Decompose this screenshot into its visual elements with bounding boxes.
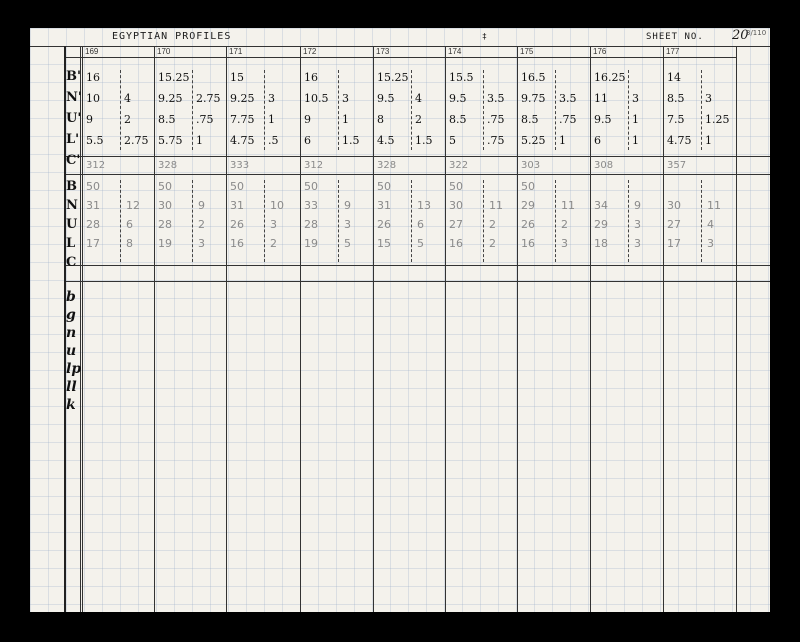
row-label-lower: k xyxy=(66,397,76,413)
subcolumn-divider xyxy=(120,70,121,150)
column-number: 170 xyxy=(157,47,171,56)
column-rule xyxy=(300,46,301,612)
cell-value: 14 xyxy=(667,71,681,84)
cell-remainder: 2.75 xyxy=(124,134,149,147)
cell-value: 16 xyxy=(86,71,100,84)
cell-remainder: 3 xyxy=(634,237,641,250)
cell-value: 8.5 xyxy=(449,113,467,126)
cell-value: 16 xyxy=(449,237,463,250)
row-label-lower: u xyxy=(66,343,77,359)
cell-value: 30 xyxy=(667,199,681,212)
column-number: 175 xyxy=(520,47,534,56)
subcolumn-divider xyxy=(483,180,484,262)
subcolumn-divider xyxy=(411,180,412,262)
cell-remainder: 4 xyxy=(415,92,422,105)
subcolumn-divider xyxy=(338,180,339,262)
cell-value: 50 xyxy=(158,180,172,193)
cell-remainder: 11 xyxy=(707,199,721,212)
column-number: 177 xyxy=(666,47,680,56)
column-rule xyxy=(590,46,591,612)
row-label-pencil: U xyxy=(66,217,78,232)
cell-value: 9 xyxy=(86,113,93,126)
cell-value: 18 xyxy=(594,237,608,250)
cell-remainder: 1 xyxy=(268,113,275,126)
row-label-ink: U' xyxy=(66,111,82,126)
cell-value: 9.5 xyxy=(594,113,612,126)
column-rule xyxy=(517,46,518,612)
total-value: 328 xyxy=(158,160,178,171)
cell-value: 27 xyxy=(449,218,463,231)
cell-value: 5 xyxy=(449,134,456,147)
cell-value: 26 xyxy=(521,218,535,231)
cell-value: 17 xyxy=(86,237,100,250)
cell-value: 9.25 xyxy=(158,92,183,105)
subcolumn-divider xyxy=(628,70,629,150)
cell-remainder: .75 xyxy=(487,113,505,126)
column-number: 173 xyxy=(376,47,390,56)
row-label-pencil: C xyxy=(66,255,77,270)
cell-remainder: 2.75 xyxy=(196,92,221,105)
cell-remainder: 1 xyxy=(559,134,566,147)
cell-remainder: 5 xyxy=(344,237,351,250)
cell-remainder: 9 xyxy=(344,199,351,212)
cell-remainder: 12 xyxy=(126,199,140,212)
rule-label-col-inner xyxy=(80,46,81,612)
cell-remainder: 4 xyxy=(707,218,714,231)
cell-remainder: .75 xyxy=(559,113,577,126)
cell-value: 29 xyxy=(594,218,608,231)
row-label-lower: g xyxy=(66,307,76,323)
column-number: 174 xyxy=(448,47,462,56)
total-value: 312 xyxy=(86,160,106,171)
cell-remainder: 2 xyxy=(124,113,131,126)
subcolumn-divider xyxy=(555,180,556,262)
cell-value: 28 xyxy=(86,218,100,231)
row-label-ink: C' xyxy=(66,153,81,168)
cell-value: 10.5 xyxy=(304,92,329,105)
column-rule xyxy=(226,46,227,612)
cell-remainder: 1.5 xyxy=(415,134,433,147)
total-value: 322 xyxy=(449,160,469,171)
cell-value: 50 xyxy=(230,180,244,193)
rule-section-4 xyxy=(64,281,770,282)
cell-value: 31 xyxy=(377,199,391,212)
sheet-number: 20 xyxy=(732,28,749,43)
subcolumn-divider xyxy=(411,70,412,150)
cell-remainder: 3 xyxy=(344,218,351,231)
sheet-title: EGYPTIAN PROFILES xyxy=(112,31,232,42)
rule-section-3 xyxy=(64,265,770,266)
subcolumn-divider xyxy=(338,70,339,150)
cell-remainder: 3 xyxy=(342,92,349,105)
cell-remainder: 2 xyxy=(198,218,205,231)
column-rule xyxy=(736,46,737,612)
subcolumn-divider xyxy=(192,70,193,150)
cell-remainder: 9 xyxy=(634,199,641,212)
cell-value: 9 xyxy=(304,113,311,126)
cell-value: 16.5 xyxy=(521,71,546,84)
total-value: 308 xyxy=(594,160,614,171)
cell-value: 10 xyxy=(86,92,100,105)
cell-value: 5.75 xyxy=(158,134,183,147)
cell-remainder: 2 xyxy=(561,218,568,231)
rule-section-1 xyxy=(64,156,770,157)
cell-remainder: 1 xyxy=(632,113,639,126)
cell-value: 50 xyxy=(377,180,391,193)
column-number: 169 xyxy=(85,47,99,56)
cell-value: 15.25 xyxy=(377,71,409,84)
total-value: 303 xyxy=(521,160,541,171)
row-label-lower: lp xyxy=(66,361,82,377)
cell-value: 16.25 xyxy=(594,71,626,84)
row-label-pencil: B xyxy=(66,179,77,194)
row-label-ink: L' xyxy=(66,132,80,147)
sheet-number-note: 3/110 xyxy=(746,29,767,37)
cell-value: 31 xyxy=(230,199,244,212)
subcolumn-divider xyxy=(701,180,702,262)
cell-remainder: 2 xyxy=(270,237,277,250)
cell-value: 16 xyxy=(304,71,318,84)
cell-remainder: 1 xyxy=(632,134,639,147)
column-number: 172 xyxy=(303,47,317,56)
row-label-ink: B' xyxy=(66,69,81,84)
cell-value: 15 xyxy=(230,71,244,84)
cell-value: 30 xyxy=(158,199,172,212)
cell-value: 8.5 xyxy=(158,113,176,126)
cell-remainder: 5 xyxy=(417,237,424,250)
column-rule xyxy=(663,46,664,612)
cell-remainder: 10 xyxy=(270,199,284,212)
cell-remainder: 6 xyxy=(417,218,424,231)
cell-remainder: 3 xyxy=(707,237,714,250)
cell-remainder: 1.25 xyxy=(705,113,730,126)
cell-remainder: 4 xyxy=(124,92,131,105)
subcolumn-divider xyxy=(628,180,629,262)
subcolumn-divider xyxy=(264,70,265,150)
cell-remainder: 2 xyxy=(489,237,496,250)
cell-remainder: 1 xyxy=(342,113,349,126)
cell-remainder: 6 xyxy=(126,218,133,231)
cell-remainder: 9 xyxy=(198,199,205,212)
cell-value: 50 xyxy=(304,180,318,193)
total-value: 333 xyxy=(230,160,250,171)
cell-remainder: 1 xyxy=(196,134,203,147)
cell-value: 19 xyxy=(304,237,318,250)
subcolumn-divider xyxy=(555,70,556,150)
subcolumn-divider xyxy=(120,180,121,262)
column-rule xyxy=(373,46,374,612)
row-label-lower: ll xyxy=(66,379,77,395)
cell-value: 31 xyxy=(86,199,100,212)
cell-value: 6 xyxy=(594,134,601,147)
cell-value: 9.5 xyxy=(377,92,395,105)
row-label-lower: b xyxy=(66,289,76,305)
cell-value: 15.25 xyxy=(158,71,190,84)
cell-value: 16 xyxy=(521,237,535,250)
cell-remainder: 11 xyxy=(489,199,503,212)
cell-value: 6 xyxy=(304,134,311,147)
cell-remainder: 13 xyxy=(417,199,431,212)
column-number: 171 xyxy=(229,47,243,56)
cell-value: 34 xyxy=(594,199,608,212)
cell-value: 33 xyxy=(304,199,318,212)
cell-value: 9.25 xyxy=(230,92,255,105)
cell-remainder: 3.5 xyxy=(487,92,505,105)
subcolumn-divider xyxy=(483,70,484,150)
cell-value: 4.75 xyxy=(667,134,692,147)
cell-value: 17 xyxy=(667,237,681,250)
cell-value: 7.5 xyxy=(667,113,685,126)
row-label-pencil: N xyxy=(66,198,78,213)
cell-value: 19 xyxy=(158,237,172,250)
cell-value: 15 xyxy=(377,237,391,250)
cell-value: 50 xyxy=(86,180,100,193)
cell-value: 4.75 xyxy=(230,134,255,147)
total-value: 328 xyxy=(377,160,397,171)
total-value: 357 xyxy=(667,160,687,171)
subcolumn-divider xyxy=(192,180,193,262)
cell-remainder: 3 xyxy=(705,92,712,105)
cell-remainder: .5 xyxy=(268,134,279,147)
cell-value: 28 xyxy=(158,218,172,231)
cell-value: 50 xyxy=(521,180,535,193)
column-number: 176 xyxy=(593,47,607,56)
subcolumn-divider xyxy=(264,180,265,262)
cell-value: 5.25 xyxy=(521,134,546,147)
row-label-ink: N' xyxy=(66,90,82,105)
cell-value: 27 xyxy=(667,218,681,231)
cell-value: 26 xyxy=(377,218,391,231)
profile-sheet xyxy=(30,28,770,612)
cell-value: 8.5 xyxy=(667,92,685,105)
cell-value: 29 xyxy=(521,199,535,212)
cell-remainder: 2 xyxy=(489,218,496,231)
rule-top xyxy=(30,46,770,47)
cell-remainder: .75 xyxy=(196,113,214,126)
cell-value: 7.75 xyxy=(230,113,255,126)
cell-value: 8.5 xyxy=(521,113,539,126)
cell-value: 26 xyxy=(230,218,244,231)
cell-value: 4.5 xyxy=(377,134,395,147)
cell-value: 28 xyxy=(304,218,318,231)
cell-value: 5.5 xyxy=(86,134,104,147)
cell-value: 11 xyxy=(594,92,608,105)
row-label-lower: n xyxy=(66,325,77,341)
sheet-number-label: SHEET NO. xyxy=(646,32,704,42)
cell-remainder: 11 xyxy=(561,199,575,212)
cell-remainder: 3 xyxy=(198,237,205,250)
cell-remainder: 3 xyxy=(632,92,639,105)
cell-remainder: 3 xyxy=(634,218,641,231)
row-label-pencil: L xyxy=(66,236,76,251)
sheet-mark: ‡ xyxy=(482,32,488,41)
cell-value: 30 xyxy=(449,199,463,212)
subcolumn-divider xyxy=(701,70,702,150)
cell-remainder: 3 xyxy=(270,218,277,231)
column-rule xyxy=(82,46,83,612)
total-value: 312 xyxy=(304,160,324,171)
cell-value: 9.5 xyxy=(449,92,467,105)
cell-remainder: 3.5 xyxy=(559,92,577,105)
rule-section-2 xyxy=(64,174,770,175)
cell-remainder: 3 xyxy=(268,92,275,105)
column-rule xyxy=(445,46,446,612)
rule-colhead xyxy=(64,57,736,58)
cell-remainder: 1 xyxy=(705,134,712,147)
cell-remainder: 3 xyxy=(561,237,568,250)
cell-value: 9.75 xyxy=(521,92,546,105)
cell-remainder: 1.5 xyxy=(342,134,360,147)
cell-remainder: .75 xyxy=(487,134,505,147)
cell-value: 16 xyxy=(230,237,244,250)
cell-remainder: 8 xyxy=(126,237,133,250)
cell-value: 15.5 xyxy=(449,71,474,84)
cell-remainder: 2 xyxy=(415,113,422,126)
column-rule xyxy=(154,46,155,612)
cell-value: 50 xyxy=(449,180,463,193)
cell-value: 8 xyxy=(377,113,384,126)
